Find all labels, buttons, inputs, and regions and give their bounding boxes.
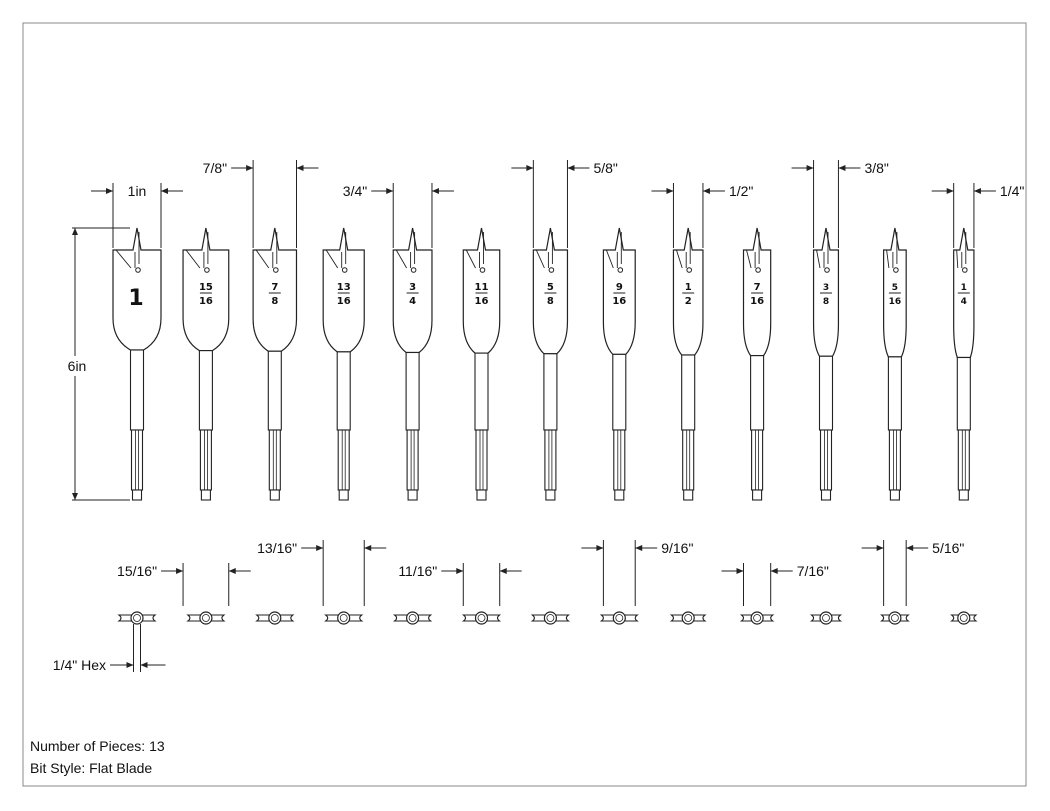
end-view-shank	[544, 612, 556, 624]
dimension-label-first: 1in	[127, 183, 147, 199]
shank	[406, 353, 419, 431]
dim-arrowhead	[106, 188, 113, 194]
dim-arrowhead	[229, 568, 236, 574]
end-view-3-8	[812, 612, 841, 624]
hang-hole	[411, 268, 416, 273]
dim-arrowhead	[906, 545, 913, 551]
hex-shank	[200, 430, 211, 490]
dim-arrowhead	[386, 188, 393, 194]
pieces-value: 13	[149, 738, 165, 754]
dimension-label-13-16: 13/16"	[257, 540, 298, 556]
bits-layer	[113, 228, 974, 500]
bit-size-denominator: 16	[888, 297, 902, 307]
dim-arrowhead	[72, 228, 78, 235]
drill-bit-3-8	[814, 228, 839, 500]
end-view-shank	[682, 612, 694, 624]
end-view-3-4	[395, 612, 431, 624]
dim-arrowhead	[703, 188, 710, 194]
hex-tip	[339, 490, 348, 500]
bit-size-denominator: 16	[750, 296, 765, 307]
bit-size-numerator: 3	[822, 283, 830, 293]
hang-hole	[205, 268, 210, 273]
shank	[475, 353, 488, 430]
end-view-shank	[476, 612, 488, 624]
dimension-label-5-8: 5/8"	[593, 160, 618, 176]
drill-bit-15-16	[183, 228, 229, 500]
hex-shank	[338, 430, 349, 490]
dim-arrowhead	[807, 165, 814, 171]
hex-tip	[408, 490, 417, 500]
drawing-border	[23, 23, 1026, 786]
drill-bit-9-16	[603, 228, 635, 500]
dim-arrowhead	[432, 188, 439, 194]
dim-arrowhead	[141, 662, 148, 668]
drill-bit-5-8	[533, 228, 567, 500]
style-line	[30, 760, 152, 776]
hex-shank	[614, 430, 625, 490]
hex-tip	[477, 490, 486, 500]
hang-hole	[274, 268, 279, 273]
end-view-layer	[119, 612, 976, 624]
bit-size-denominator: 4	[409, 296, 417, 307]
overall-length-label: 6in	[67, 358, 87, 374]
dimension-label-11-16: 11/16"	[398, 563, 438, 579]
bit-size-numerator: 5	[546, 282, 554, 293]
top-dimension-layer	[91, 160, 1024, 248]
end-view-shank	[958, 612, 970, 624]
hang-hole	[756, 268, 761, 273]
dim-arrowhead	[176, 568, 183, 574]
hex-shank	[545, 430, 556, 490]
hex-tip	[890, 490, 899, 500]
hex-shank	[958, 430, 969, 490]
end-view-1-2	[671, 612, 705, 624]
end-view-shank	[269, 612, 281, 624]
pieces-line	[30, 738, 165, 754]
bottom-dimension-layer	[117, 540, 964, 606]
drill-bit-7-16	[744, 228, 771, 500]
end-view-shank	[889, 612, 901, 624]
dim-arrowhead	[877, 545, 884, 551]
style-value: Flat Blade	[89, 760, 153, 776]
end-view-5-16	[882, 612, 909, 624]
dim-arrowhead	[316, 545, 323, 551]
dim-arrowhead	[567, 165, 574, 171]
hex-tip	[133, 490, 142, 500]
hang-hole	[342, 268, 347, 273]
dimension-label-1-4: 1/4"	[999, 183, 1025, 199]
hex-shank	[407, 430, 418, 490]
bit-size-numerator: 1	[684, 282, 692, 293]
hex-tip	[822, 490, 831, 500]
bit-size-denominator: 8	[822, 297, 830, 307]
hex-shank	[752, 430, 763, 490]
shank	[199, 351, 212, 430]
dimension-label-7-8: 7/8"	[202, 160, 228, 176]
end-view-11-16	[464, 612, 500, 624]
dimension-label-15-16: 15/16"	[117, 563, 158, 579]
hex-size-label: 1/4" Hex	[52, 657, 106, 673]
shank	[682, 355, 695, 430]
bit-size-label: 1	[128, 286, 144, 311]
style-label: Bit Style:	[30, 760, 86, 776]
hex-shank	[683, 430, 694, 490]
hang-hole	[618, 268, 623, 273]
dimension-label-7-16: 7/16"	[796, 563, 829, 579]
shank	[888, 357, 901, 430]
hex-shank	[269, 430, 280, 490]
bit-size-denominator: 8	[546, 296, 554, 307]
shank	[337, 352, 350, 430]
bit-size-denominator: 16	[336, 296, 351, 307]
dimension-label-3-8: 3/8"	[864, 160, 889, 176]
hang-hole	[825, 268, 830, 273]
hang-hole	[687, 268, 692, 273]
hex-shank	[476, 430, 487, 490]
dim-arrowhead	[127, 662, 134, 668]
bit-size-numerator: 7	[753, 282, 761, 293]
end-view-13-16	[326, 612, 362, 624]
end-view-shank	[131, 612, 143, 624]
dim-arrowhead	[456, 568, 463, 574]
hex-tip	[959, 490, 968, 500]
shank	[544, 354, 557, 430]
dimension-label-3-4: 3/4"	[342, 183, 368, 199]
shank	[751, 356, 764, 430]
hex-shank	[132, 430, 143, 490]
hex-tip	[684, 490, 693, 500]
hex-tip	[201, 490, 210, 500]
dim-arrowhead	[771, 568, 778, 574]
hang-hole	[136, 268, 141, 273]
dim-arrowhead	[72, 493, 78, 500]
hex-tip	[615, 490, 624, 500]
dim-arrowhead	[666, 188, 673, 194]
bit-size-numerator: 13	[336, 282, 351, 293]
drill-bit-13-16	[323, 228, 364, 500]
bit-size-denominator: 16	[198, 296, 213, 307]
bit-size-numerator: 5	[891, 283, 899, 293]
end-view-9-16	[601, 612, 637, 624]
dim-arrowhead	[526, 165, 533, 171]
dim-arrowhead	[838, 165, 845, 171]
bit-size-numerator: 9	[615, 282, 623, 293]
bit-size-numerator: 1	[960, 283, 967, 293]
drill-bit-7-8	[253, 228, 296, 500]
dimension-label-1-2: 1/2"	[728, 183, 754, 199]
bit-size-denominator: 16	[612, 296, 627, 307]
bit-size-numerator: 15	[198, 282, 213, 293]
end-view-shank	[820, 612, 832, 624]
drill-bit-1	[113, 228, 161, 500]
bit-size-denominator: 2	[684, 296, 692, 307]
dim-arrowhead	[974, 188, 981, 194]
end-view-7-8	[257, 612, 293, 624]
bit-size-numerator: 7	[271, 282, 279, 293]
dim-arrowhead	[364, 545, 371, 551]
shank	[820, 356, 833, 430]
drill-bit-1-2	[673, 228, 703, 500]
bit-size-numerator: 11	[474, 282, 489, 293]
hang-hole	[963, 268, 968, 273]
hex-shank	[821, 430, 832, 490]
hex-tip	[546, 490, 555, 500]
shank	[613, 354, 626, 430]
end-view-1-4	[952, 612, 976, 624]
dimension-label-9-16: 9/16"	[661, 540, 694, 556]
bit-size-numerator: 3	[409, 282, 417, 293]
end-view-shank	[751, 612, 763, 624]
dim-arrowhead	[737, 568, 744, 574]
shank	[268, 351, 281, 430]
pieces-label: Number of Pieces:	[30, 738, 146, 754]
dim-arrowhead	[161, 188, 168, 194]
drill-bit-3-4	[393, 228, 432, 500]
hex-tip	[270, 490, 279, 500]
dim-arrowhead	[246, 165, 253, 171]
dim-arrowhead	[635, 545, 642, 551]
end-view-shank	[407, 612, 419, 624]
shank	[957, 358, 970, 431]
drill-bit-11-16	[463, 228, 499, 500]
hex-tip	[753, 490, 762, 500]
end-view-5-8	[532, 612, 568, 624]
hang-hole	[549, 268, 554, 273]
dim-arrowhead	[500, 568, 507, 574]
end-view-shank	[338, 612, 350, 624]
hex-shank	[889, 430, 900, 490]
dim-arrowhead	[296, 165, 303, 171]
bit-size-denominator: 4	[960, 297, 967, 307]
end-view-shank	[200, 612, 212, 624]
bit-size-denominator: 16	[474, 296, 489, 307]
hang-hole	[480, 268, 485, 273]
dim-arrowhead	[596, 545, 603, 551]
end-view-1	[119, 612, 155, 624]
end-view-7-16	[742, 612, 773, 624]
end-view-shank	[613, 612, 625, 624]
shank	[131, 350, 144, 430]
dimension-label-5-16: 5/16"	[932, 540, 965, 556]
drill-bit-5-16	[884, 228, 907, 500]
bit-size-denominator: 8	[271, 296, 279, 307]
hang-hole	[894, 268, 899, 273]
dim-arrowhead	[947, 188, 954, 194]
drill-bit-1-4	[954, 228, 974, 500]
end-view-15-16	[188, 612, 224, 624]
